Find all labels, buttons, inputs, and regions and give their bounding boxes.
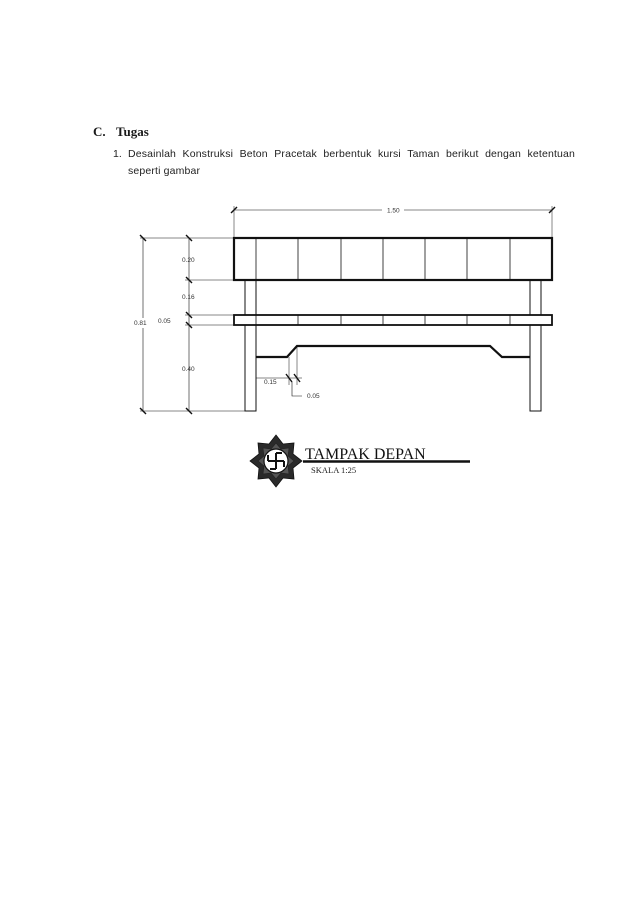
drawing-title: TAMPAK DEPAN (305, 446, 426, 463)
star-emblem-icon (250, 435, 302, 487)
dim-label-backrest: 0.20 (182, 257, 195, 264)
left-post-upper (245, 280, 256, 315)
dim-label-leg: 0.40 (182, 366, 195, 373)
section-title: Tugas (116, 124, 149, 139)
seat-panel (234, 315, 552, 325)
dim-label-gap: 0.16 (182, 294, 195, 301)
section-label: C. (93, 124, 106, 139)
dim-label-height: 0.81 (134, 320, 147, 327)
backrest-panel (234, 238, 552, 280)
drawing-scale: SKALA 1:25 (311, 465, 357, 475)
right-post-upper (530, 280, 541, 315)
dim-label-seat: 0.05 (158, 318, 171, 325)
dim-label-offset: 0.05 (307, 393, 320, 400)
dim-label-width: 1.50 (387, 207, 400, 215)
task-number: 1. (113, 148, 122, 160)
dim-label-support: 0.15 (264, 379, 277, 386)
left-leg (245, 325, 256, 411)
task-text: Desainlah Konstruksi Beton Pracetak berbentuk kursi Taman berikut dengan ketentuan seperti gambar (128, 148, 575, 177)
right-leg (530, 325, 541, 411)
